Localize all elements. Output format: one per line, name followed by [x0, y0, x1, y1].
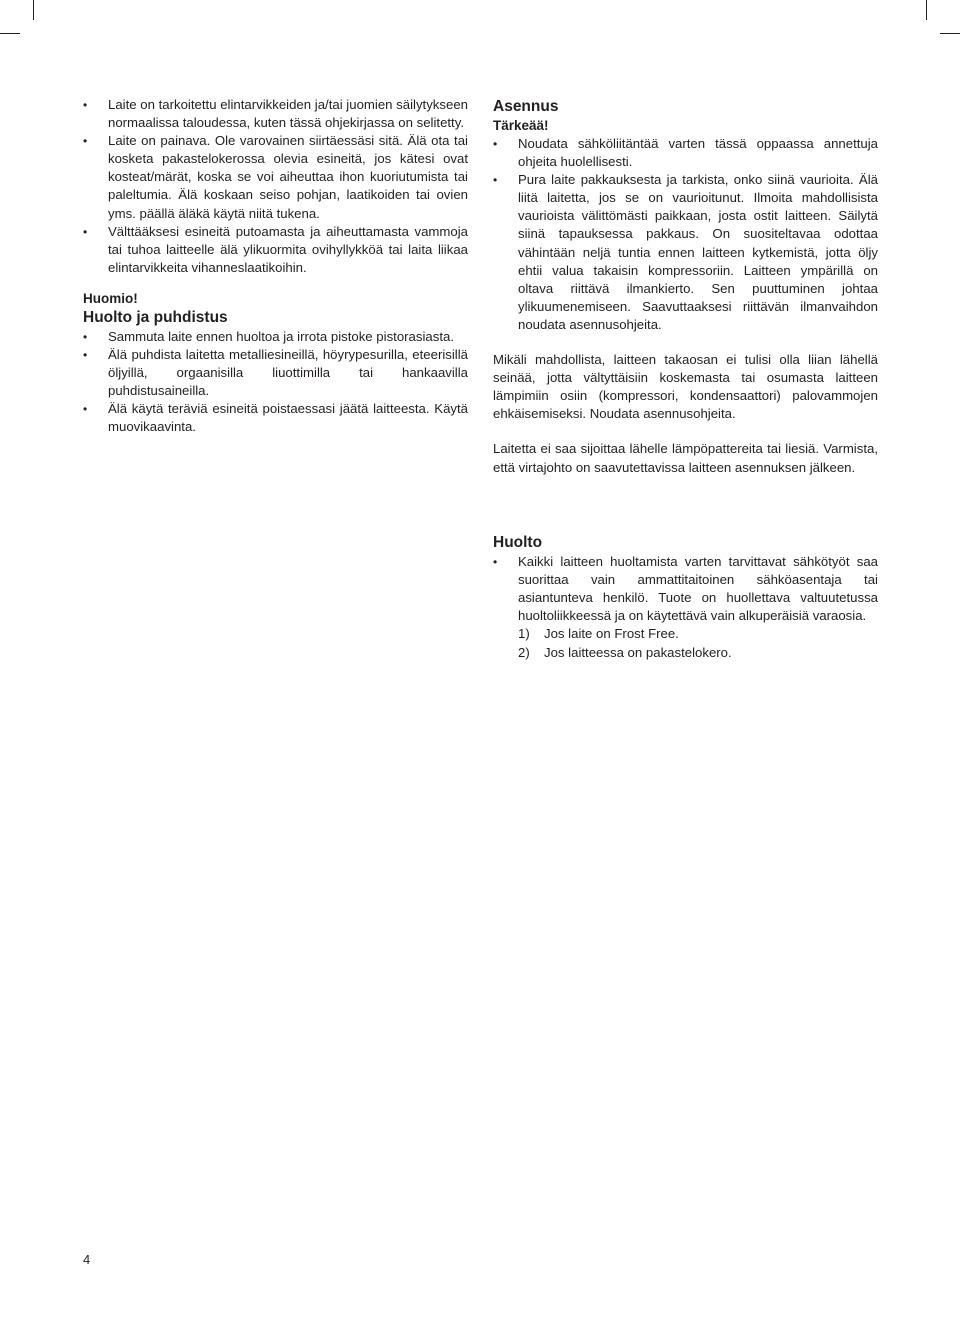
list-item: • Sammuta laite ennen huoltoa ja irrota pistoke pistorasiasta. [83, 328, 468, 346]
footnote-number: 2) [518, 644, 530, 660]
list-item: • Noudata sähköliitäntää varten tässä oppaassa annettuja ohjeita huolellisesti. [493, 135, 878, 171]
list-item: • Välttääksesi esineitä putoamasta ja aiheuttamasta vammoja tai tuhoa laitteelle älä ylikuormita ovihyllykköä tai laita liikaa elintarvikkeita vihanneslaatikoihin. [83, 223, 468, 277]
list-item: • Älä puhdista laitetta metalliesineillä, höyrypesurilla, eteerisillä öljyillä, orgaanisilla liuottimilla tai hankaavilla puhdistusaineilla. [83, 346, 468, 400]
service-list [493, 553, 878, 625]
section-heading-service: Huolto [493, 534, 543, 551]
footnote-item [518, 625, 878, 643]
section-heading-install: Asennus [493, 98, 559, 115]
crop-mark [926, 0, 927, 20]
list-item: • Pura laite pakkauksesta ja tarkista, onko siinä vaurioita. Älä liitä laitetta, jos se on vaurioitunut. Ilmoita mahdollisista vaurioista välittömästi paikkaan, josta ostit laitteen. Säilytä siinä tapauksessa pakkaus. On suositeltavaa odottaa vähintään neljä tuntia ennen laitteen kytkemistä, jotta öljy ehtii valua takaisin kompressoriin. Laitteen ympärillä on oltava riittävä ilmankierto. Sen puuttuminen johtaa ylikuumenemiseen. Saavuttaaksesi riittävän ilmanvaihdon noudata asennusohjeita. [493, 171, 878, 334]
footnote-text: Jos laite on Frost Free. [544, 626, 679, 642]
right-column [493, 97, 878, 477]
paragraph: Mikäli mahdollista, laitteen takaosan ei tulisi olla liian lähellä seinää, jotta vältyttäisiin koskemasta tai osumasta laitteen lämpimiin osiin (kompressori, kondensaattori) palovammojen ehkäisemiseksi. Noudata asennusohjeita. [493, 352, 878, 422]
footnote-item [518, 644, 878, 662]
install-list [493, 135, 878, 334]
list-item: • Älä käytä teräviä esineitä poistaessasi jäätä laitteesta. Käytä muovikaavinta. [83, 400, 468, 436]
service-section [493, 533, 878, 662]
footnote-number: 1) [518, 626, 530, 642]
section-heading-cleaning: Huolto ja puhdistus [83, 308, 228, 326]
crop-mark [940, 33, 960, 34]
paragraph: Laitetta ei saa sijoittaa lähelle lämpöpattereita tai liesiä. Varmista, että virtajohto on saavutettavissa laitteen asennuksen jälkeen. [493, 441, 878, 475]
list-item: • Kaikki laitteen huoltamista varten tarvittavat sähkötyöt saa suorittaa vain ammattitaitoinen sähköasentaja tai asiantunteva henkilö. Tuote on huollettava valtuutetussa huoltoliikkeessä ja on käytettävä vain alkuperäisiä varaosia. [493, 553, 878, 625]
crop-mark [33, 0, 34, 20]
footnote-text: Jos laitteessa on pakastelokero. [544, 644, 732, 660]
left-column [83, 96, 468, 437]
crop-mark [0, 33, 20, 34]
intro-list [83, 96, 468, 277]
footnote-list [493, 625, 878, 662]
cleaning-list [83, 328, 468, 437]
important-label: Tärkeää! [493, 118, 549, 133]
list-item: • Laite on tarkoitettu elintarvikkeiden ja/tai juomien säilytykseen normaalissa taloudessa, kuten tässä ohjekirjassa on selitetty. [83, 96, 468, 132]
list-item: • Laite on painava. Ole varovainen siirtäessäsi sitä. Älä ota tai kosketa pakastelokerossa olevia esineitä, jos kätesi ovat kosteat/märät, koska se voi aiheuttaa ihon kuoriutumista tai paleltumia. Älä koskaan seiso pohjan, laatikoiden tai ovien yms. päällä äläkä käytä niitä tukena. [83, 132, 468, 222]
huomio-label: Huomio! [83, 290, 138, 306]
page-number: 4 [83, 1252, 91, 1267]
